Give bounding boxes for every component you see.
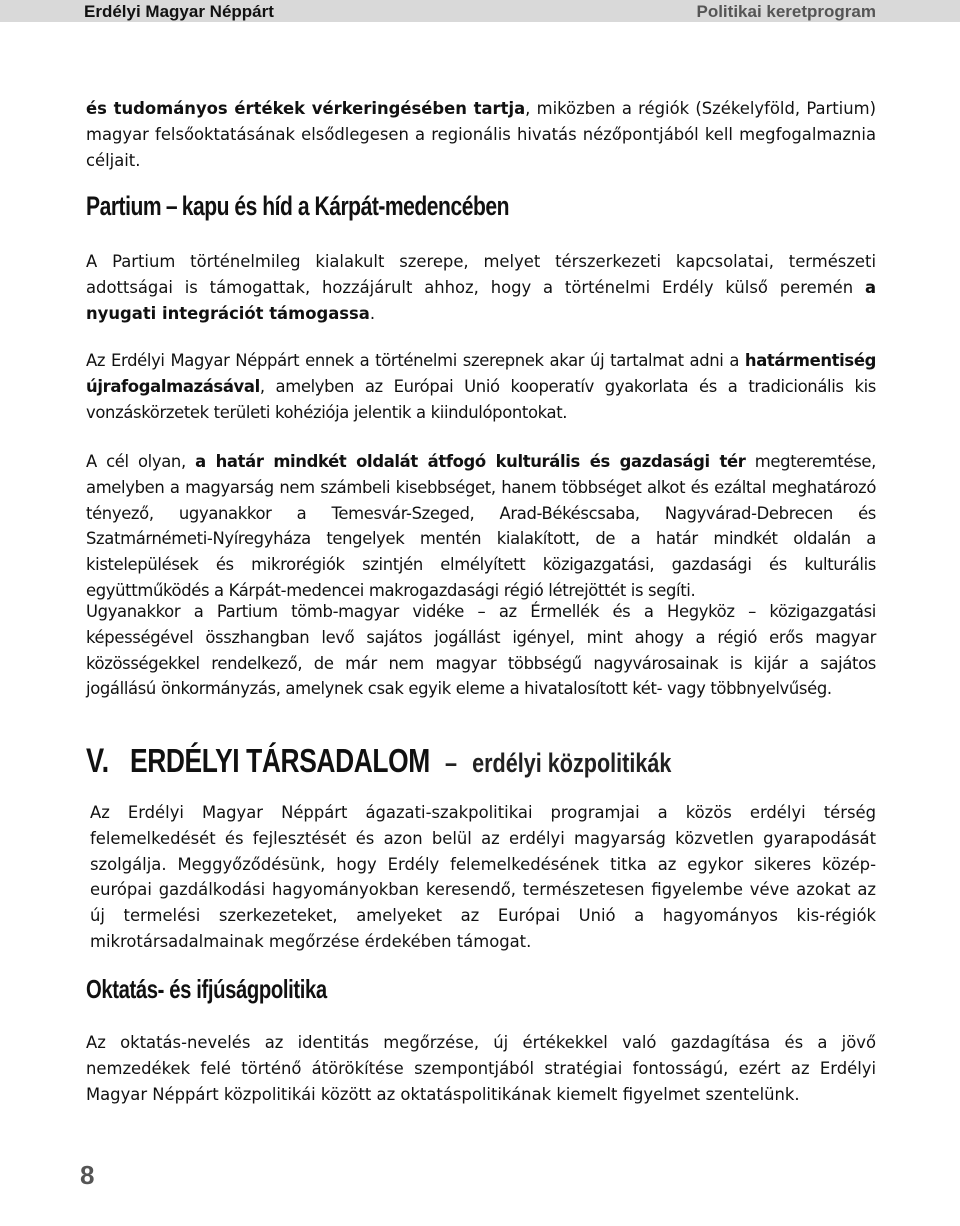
partium-p2-text1: Az Erdélyi Magyar Néppárt ennek a történelmi szerepnek akar új tartalmat adni a	[86, 351, 745, 370]
partium-p1-bold: a nyugati integrációt támogassa	[86, 277, 876, 323]
header-document-title: Politikai keretprogram	[696, 2, 876, 21]
section-5-paragraph: Az Erdélyi Magyar Néppárt ágazati-szakpolitikai programjai a közös erdélyi térség felemelkedését és fejlesztését és azon belül az erdélyi magyarság közvetlen gyarapodását szolgálja. Meggyőződésünk, hogy Erdély felemelkedésének titka az egykor sikeres közép-európai gazdálkodási hagyományokban keresendő, természetesen figyelembe véve azokat az új termelési szerkezeteket, amelyeket az Európai Unió a hagyományos kis-régiók mikrotársadalmainak megőrzése érdekében támogat.	[90, 803, 876, 951]
intro-paragraph	[86, 96, 876, 173]
partium-p1-text: A Partium történelmileg kialakult szerepe, melyet térszerkezeti kapcsolatai, természeti adottságai is támogattak, hozzájárult ahhoz, hogy a történelmi Erdély külső peremén	[86, 252, 876, 297]
partium-p3-text2: megteremtése, amelyben a magyarság nem számbeli kisebbséget, hanem többséget alkot és ezáltal meghatározó tényező, ugyanakkor a Temesvár-Szeged, Arad-Békéscsaba, Nagyvárad-Debrecen és Szatmárnémeti-Nyíregyháza tengelyek mentén kialakított, de a határ mindkét oldalán a kistelepülések és mikrorégiók szintjén elmélyített közigazgatási, gazdasági és kulturális együttműködés a Kárpát-medencei makrogazdasági régió létrejöttét is segíti.	[86, 452, 876, 600]
partium-heading-sub: kapu és híd a Kárpát-medencében	[181, 191, 509, 221]
education-heading: Oktatás- és ifjúságpolitika	[86, 974, 327, 1004]
partium-paragraph-1	[86, 249, 876, 326]
intro-text: , miközben a régiók (Székelyföld, Partium) magyar felsőoktatásának elsődlegesen a regionális hivatás nézőpontjából kell megfogalmaznia céljait.	[86, 99, 876, 170]
partium-heading-main: Partium	[86, 191, 162, 221]
section-dash: –	[444, 748, 457, 778]
partium-p1-end: .	[369, 303, 376, 323]
partium-heading	[86, 191, 509, 222]
intro-bold: és tudományos értékek vérkeringésében tartja	[86, 99, 526, 118]
partium-paragraph-3	[86, 449, 876, 604]
section-subtitle: erdélyi közpolitikák	[472, 748, 672, 778]
partium-paragraph-4: Ugyanakkor a Partium tömb-magyar vidéke – az Érmellék és a Hegyköz – közigazgatási képességével összhangban levő sajátos jogállást igényel, mint ahogy a régió erős magyar közösségekkel rendelkező, de már nem magyar többségű nagyvárosainak is kijár a sajátos jogállású önkormányzás, amelynek csak egyik eleme a hivatalosított két- vagy többnyelvűség.	[86, 602, 876, 699]
education-paragraph: Az oktatás-nevelés az identitás megőrzése, új értékekkel való gazdagítása és a jövő nemzedékek felé történő átörökítése szempontjából stratégiai fontosságú, ezért az Erdélyi Magyar Néppárt közpolitikái között az oktatáspolitikának kiemelt figyelmet szentelünk.	[86, 1033, 876, 1104]
partium-p3-bold: a határ mindkét oldalát átfogó kulturális és gazdasági tér	[195, 452, 746, 471]
page-header	[0, 0, 960, 22]
partium-paragraph-2	[86, 348, 876, 425]
partium-p2-text2: , amelyben az Európai Unió kooperatív gyakorlata és a tradicionális kis vonzáskörzetek területi kohéziója jelentik a kiindulópontokat.	[86, 376, 876, 422]
partium-heading-dash: –	[165, 191, 178, 221]
section-number: V.	[86, 742, 110, 780]
page-number: 8	[80, 1160, 95, 1190]
partium-p2-bold: határmentiség újrafogalmazásával	[86, 351, 876, 396]
section-5-heading	[86, 742, 671, 781]
header-party-name: Erdélyi Magyar Néppárt	[84, 2, 274, 21]
section-title: ERDÉLYI TÁRSADALOM	[130, 742, 430, 779]
partium-p3-text1: A cél olyan,	[86, 452, 196, 471]
